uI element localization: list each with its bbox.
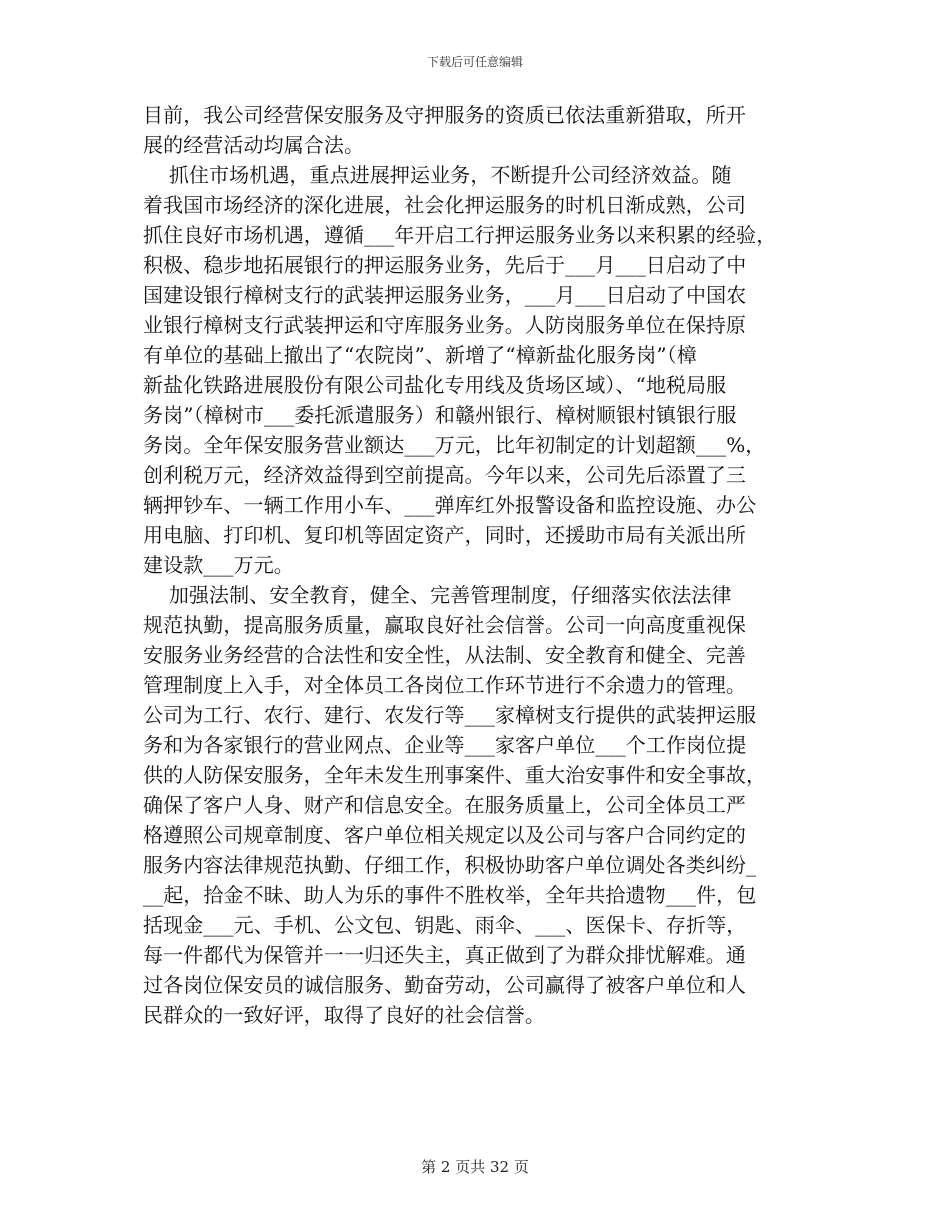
text-line: 加强法制、安全教育，健全、完善管理制度，仔细落实依法法律	[143, 583, 732, 607]
text-line: 务岗”（樟树市___委托派遣服务）和赣州银行、樟树顺银村镇银行服	[143, 403, 737, 427]
text-line: 规范执勤，提高服务质量，赢取良好社会信誉。公司一向高度重视保	[143, 613, 746, 637]
text-line: 过各岗位保安员的诚信服务、勤奋劳动，公司赢得了被客户单位和人	[143, 973, 746, 997]
text-line: 格遵照公司规章制度、客户单位相关规定以及公司与客户合同约定的	[143, 823, 746, 847]
text-line: 目前，我公司经营保安服务及守押服务的资质已依法重新猎取，所开	[143, 103, 746, 127]
text-line: 供的人防保安服务，全年未发生刑事案件、重大治安事件和安全事故，	[143, 763, 767, 787]
text-line: 务和为各家银行的营业网点、企业等___家客户单位___个工作岗位提	[143, 733, 747, 757]
text-line: 抓住良好市场机遇，遵循___年开启工行押运服务业务以来积累的经验，	[143, 223, 777, 247]
text-line: 国建设银行樟树支行的武装押运服务业务，___月___日启动了中国农	[143, 283, 747, 307]
text-line: 业银行樟树支行武装押运和守库服务业务。人防岗服务单位在保持原	[143, 313, 746, 337]
text-line: 民群众的一致好评，取得了良好的社会信誉。	[143, 1003, 545, 1027]
text-line: 公司为工行、农行、建行、农发行等___家樟树支行提供的武装押运服	[143, 703, 757, 727]
text-line: 确保了客户人身、财产和信息安全。在服务质量上，公司全体员工严	[143, 793, 746, 817]
text-line: 安服务业务经营的合法性和安全性，从法制、安全教育和健全、完善	[143, 643, 746, 667]
text-line: 有单位的基础上撤出了“农院岗”、新增了“樟新盐化服务岗”（樟	[143, 343, 697, 367]
text-line: 括现金___元、手机、公文包、钥匙、雨伞、___、医保卡、存折等，	[143, 913, 747, 937]
text-line: 积极、稳步地拓展银行的押运服务业务，先后于___月___日启动了中	[143, 253, 747, 277]
text-line: 管理制度上入手，对全体员工各岗位工作环节进行不余遗力的管理。	[143, 673, 746, 697]
text-line: 抓住市场机遇，重点进展押运业务，不断提升公司经济效益。随	[143, 163, 732, 187]
text-line: 着我国市场经济的深化进展，社会化押运服务的时机日渐成熟，公司	[143, 193, 746, 217]
text-line: 每一件都代为保管并一一归还失主，真正做到了为群众排忧解难。通	[143, 943, 746, 967]
document-body	[143, 100, 815, 1030]
text-line: 服务内容法律规范执勤、仔细工作，积极协助客户单位调处各类纠纷_	[143, 853, 757, 877]
text-line: 用电脑、打印机、复印机等固定资产，同时，还援助市局有关派出所	[143, 523, 746, 547]
page-number: 第 2 页共 32 页	[421, 1158, 529, 1176]
text-line: 展的经营活动均属合法。	[143, 133, 365, 157]
text-line: __起，拾金不昧、助人为乐的事件不胜枚举，全年共拾遗物___件，包	[143, 883, 757, 907]
text-line: 新盐化铁路进展股份有限公司盐化专用线及货场区域）、“地税局服	[143, 373, 727, 397]
text-line: 创利税万元，经济效益得到空前提高。今年以来，公司先后添置了三	[143, 463, 746, 487]
text-line: 建设款___万元。	[143, 553, 294, 577]
text-line: 务岗。全年保安服务营业额达___万元，比年初制定的计划超额___%，	[143, 433, 766, 457]
text-line: 辆押钞车、一辆工作用小车、___弹库红外报警设备和监控设施、办公	[143, 493, 757, 517]
page-header: 下载后可任意编辑	[426, 55, 523, 69]
